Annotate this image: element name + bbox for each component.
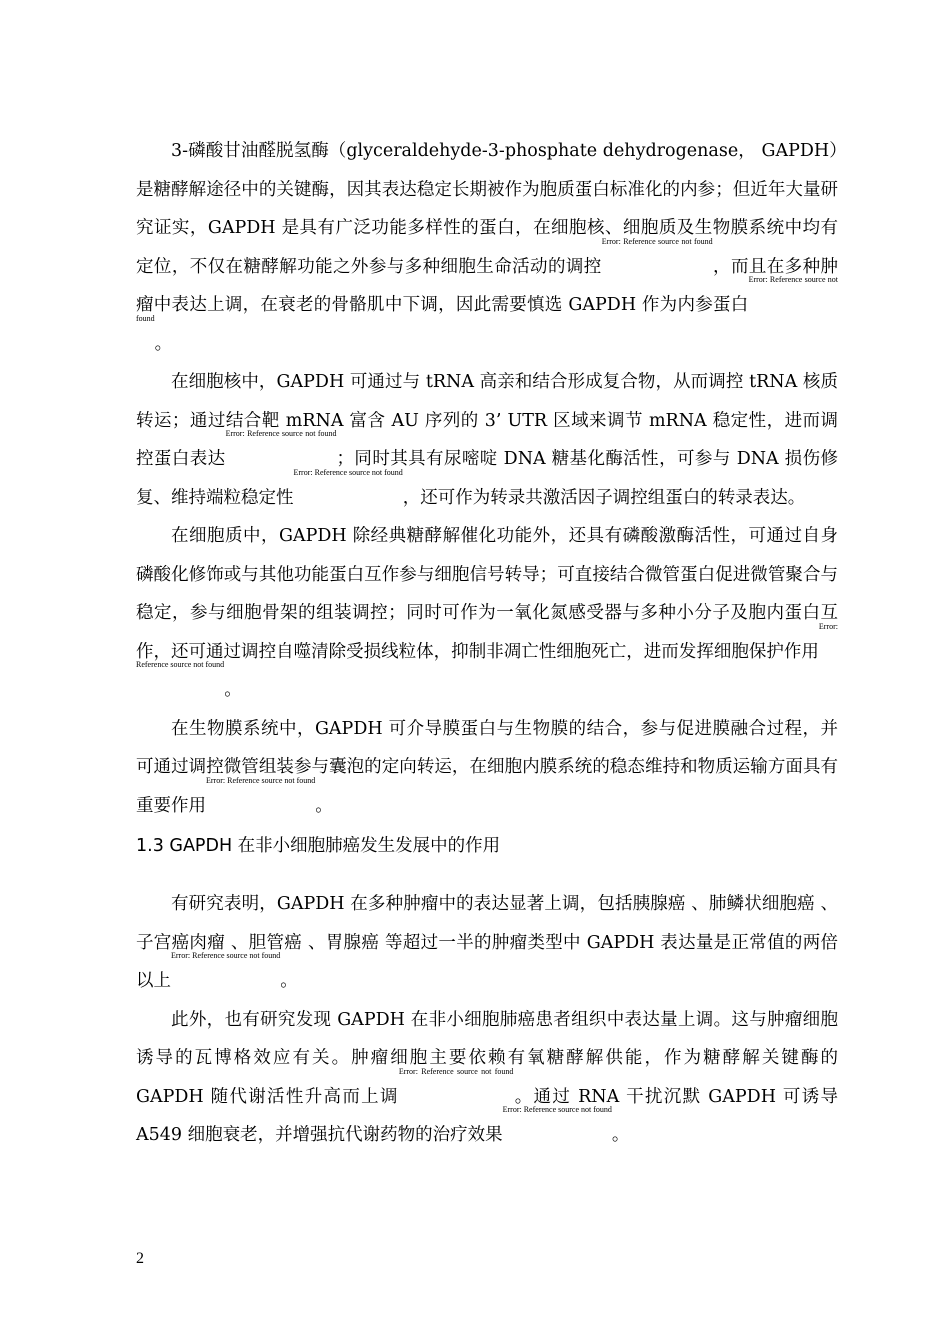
- paragraph-nsclc: 此外，也有研究发现 GAPDH 在非小细胞肺癌患者组织中表达量上调。这与肿瘤细胞诱导的瓦博格效应有关。肿瘤细胞主要依赖有氧糖酵解供能，作为糖酵解关键酶的 GAPDH 随代谢活性升高而上调$^{Error: Reference source not found}$。通过 RNA 干扰沉默 GAPDH 可诱导 A549 细胞衰老，并增强抗代谢药物的治疗效果$^{Error: Reference source not found}$。: [136, 1009, 839, 1145]
- section-heading: 1.3 GAPDH 在非小细胞肺癌发生发展中的作用: [136, 836, 501, 856]
- reference-error: Error: Reference source not found: [225, 429, 337, 438]
- reference-error: Error: Reference source not found: [293, 467, 403, 477]
- reference-error: Error: Reference source not found: [136, 275, 839, 323]
- paragraph-cytoplasm: 在细胞质中，GAPDH 除经典糖酵解催化功能外，还具有磷酸激酶活性，可通过自身磷酸化修饰或与其他功能蛋白互作参与细胞信号转导；可直接结合微管蛋白促进微管聚合与稳定，参与细胞骨架的组装调控；同时可作为一氧化氮感受器与多种小分子及胞内蛋白互作，还可通过调控自噬清除受损线粒体，抑制非凋亡性细胞死亡，进而发挥细胞保护作用$^{Error: Reference source not found}$。: [136, 526, 838, 700]
- reference-error: Error: Reference source not found: [502, 1105, 612, 1114]
- reference-error: Error: Reference source not found: [398, 1066, 514, 1076]
- reference-error: Error: Reference source not found: [136, 621, 838, 669]
- paragraph-membrane: 在生物膜系统中，GAPDH 可介导膜蛋白与生物膜的结合，参与促进膜融合过程，并可通过调控微管组装参与囊泡的定向转运，在细胞内膜系统的稳态维持和物质运输方面具有重要作用$^{Error: Reference source not found}$。: [136, 718, 838, 816]
- document-body: [136, 132, 838, 1155]
- paragraph-tumor-expression: 有研究表明，GAPDH 在多种肿瘤中的表达显著上调，包括胰腺癌 、肺鳞状细胞癌 、子宫癌肉瘤 、胆管癌 、胃腺癌 等超过一半的肿瘤类型中 GAPDH 表达量是正常值的两倍以上$^{Error: Reference source not found}$。: [136, 894, 838, 991]
- page-number: 2: [136, 1250, 144, 1267]
- paragraph-nucleus: 在细胞核中，GAPDH 可通过与 tRNA 高亲和结合形成复合物，从而调控 tRNA 核质转运；通过结合靶 mRNA 富含 AU 序列的 3’ UTR 区域来调节 mRNA 稳定性，进而调控蛋白表达$^{Error: Reference source not found}$；同时其具有尿嘧啶 DNA 糖基化酶活性，可参与 DNA 损伤修复、维持端粒稳定性$^{Error: Reference source not found}$，还可作为转录共激活因子调控组蛋白的转录表达。: [136, 372, 838, 508]
- paragraph-gapdh-intro: 3-磷酸甘油醛脱氢酶（glyceraldehyde-3-phosphate dehydrogenase， GAPDH）是糖酵解途径中的关键酶，因其表达稳定长期被作为胞质蛋白标准化的内参；但近年大量研究证实，GAPDH 是具有广泛功能多样性的蛋白，在细胞核、细胞质及生物膜系统中均有定位，不仅在糖酵解功能之外参与多种细胞生命活动的调控$^{Error: Reference source not found}$，而且在多种肿瘤中表达上调，在衰老的骨骼肌中下调，因此需要慎选 GAPDH 作为内参蛋白$^{Error: Reference source not found}$。: [136, 141, 839, 354]
- reference-error: Error: Reference source not found: [601, 236, 713, 246]
- reference-error: Error: Reference source not found: [206, 775, 316, 785]
- reference-error: Error: Reference source not found: [171, 951, 281, 960]
